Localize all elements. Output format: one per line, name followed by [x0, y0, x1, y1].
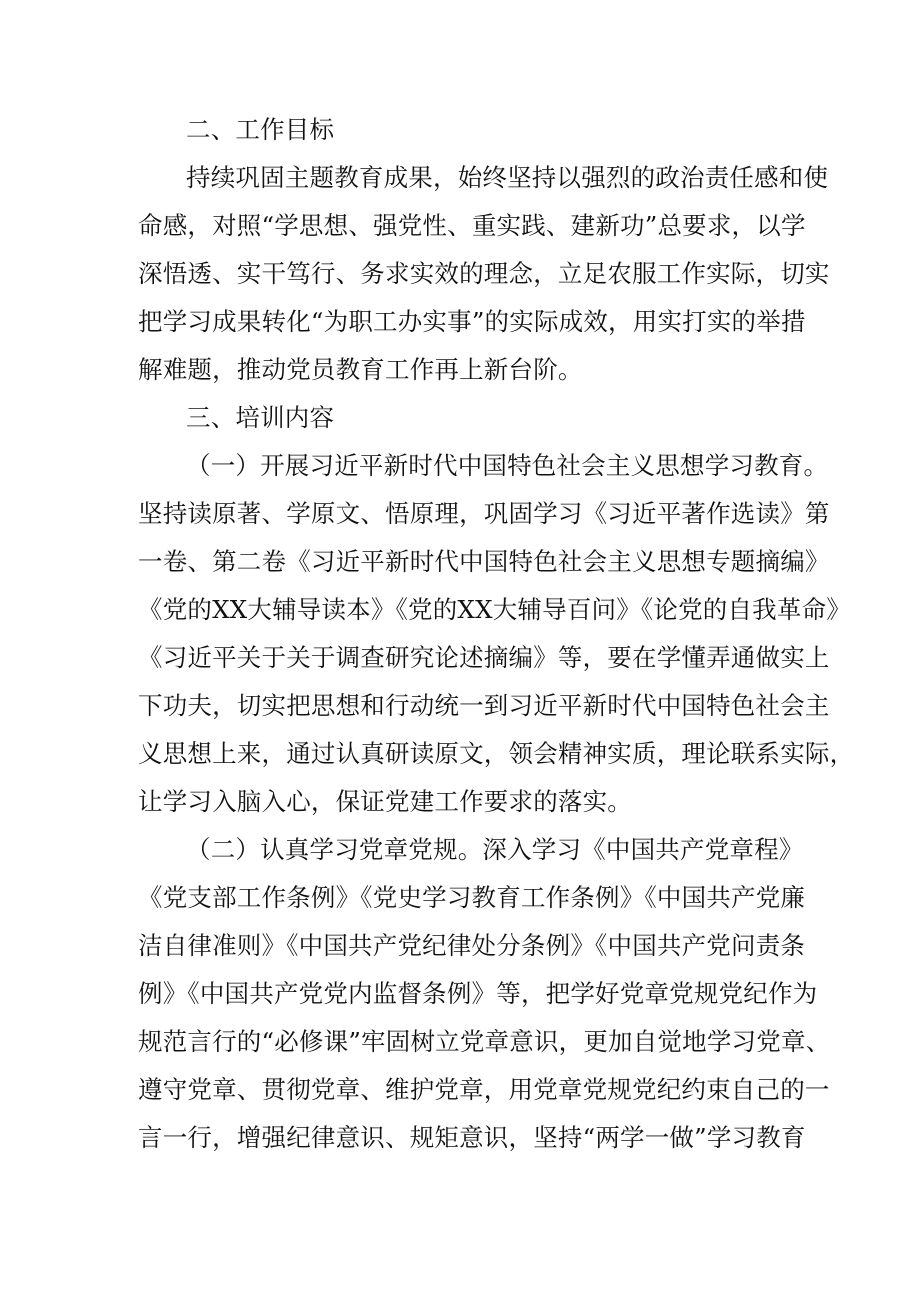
paragraph-line: 《党支部工作条例》《党史学习教育工作条例》《中国共产党廉: [138, 883, 806, 912]
paragraph-line: 遵守党章、贯彻党章、维护党章，用党章党规党纪约束自己的一: [138, 1075, 830, 1104]
paragraph-line: 解难题，推动党员教育工作再上新台阶。: [138, 355, 583, 384]
paragraph-line: 持续巩固主题教育成果，始终坚持以强烈的政治责任感和使: [186, 163, 829, 192]
section-heading-work-goals: 二、工作目标: [186, 115, 335, 144]
paragraph-line: 坚持读原著、学原文、悟原理，巩固学习《习近平著作选读》第: [138, 499, 830, 528]
paragraph-line: 《党的XX大辅导读本》《党的XX大辅导百问》《论党的自我革命》: [138, 595, 851, 624]
paragraph-line: 《习近平关于关于调查研究论述摘编》等，要在学懂弄通做实上: [138, 643, 830, 672]
paragraph-line: 例》《中国共产党党内监督条例》等，把学好党章党规党纪作为: [138, 979, 818, 1008]
paragraph-line: 让学习入脑入心，保证党建工作要求的落实。: [138, 787, 632, 816]
paragraph-line: 规范言行的“必修课”牢固树立党章意识，更加自觉地学习党章、: [138, 1027, 831, 1056]
paragraph-line: 把学习成果转化“为职工办实事”的实际成效，用实打实的举措: [138, 307, 806, 336]
paragraph-line: 下功夫，切实把思想和行动统一到习近平新时代中国特色社会主: [138, 691, 830, 720]
paragraph-line: 洁自律准则》《中国共产党纪律处分条例》《中国共产党问责条: [138, 931, 806, 960]
subsection-heading-1: （一）开展习近平新时代中国特色社会主义思想学习教育。: [186, 451, 829, 480]
paragraph-line: 深悟透、实干笃行、务求实效的理念，立足农服工作实际，切实: [138, 259, 830, 288]
paragraph-line: 命感，对照“学思想、强党性、重实践、建新功”总要求，以学: [138, 211, 806, 240]
paragraph-line: 义思想上来，通过认真研读原文，领会精神实质，理论联系实际，: [138, 739, 855, 768]
paragraph-line: 一卷、第二卷《习近平新时代中国特色社会主义思想专题摘编》: [138, 547, 830, 576]
subsection-heading-2: （二）认真学习党章党规。深入学习《中国共产党章程》: [186, 835, 804, 864]
paragraph-line: 言一行，增强纪律意识、规矩意识，坚持“两学一做”学习教育: [138, 1123, 806, 1152]
section-heading-training-content: 三、培训内容: [186, 403, 335, 432]
